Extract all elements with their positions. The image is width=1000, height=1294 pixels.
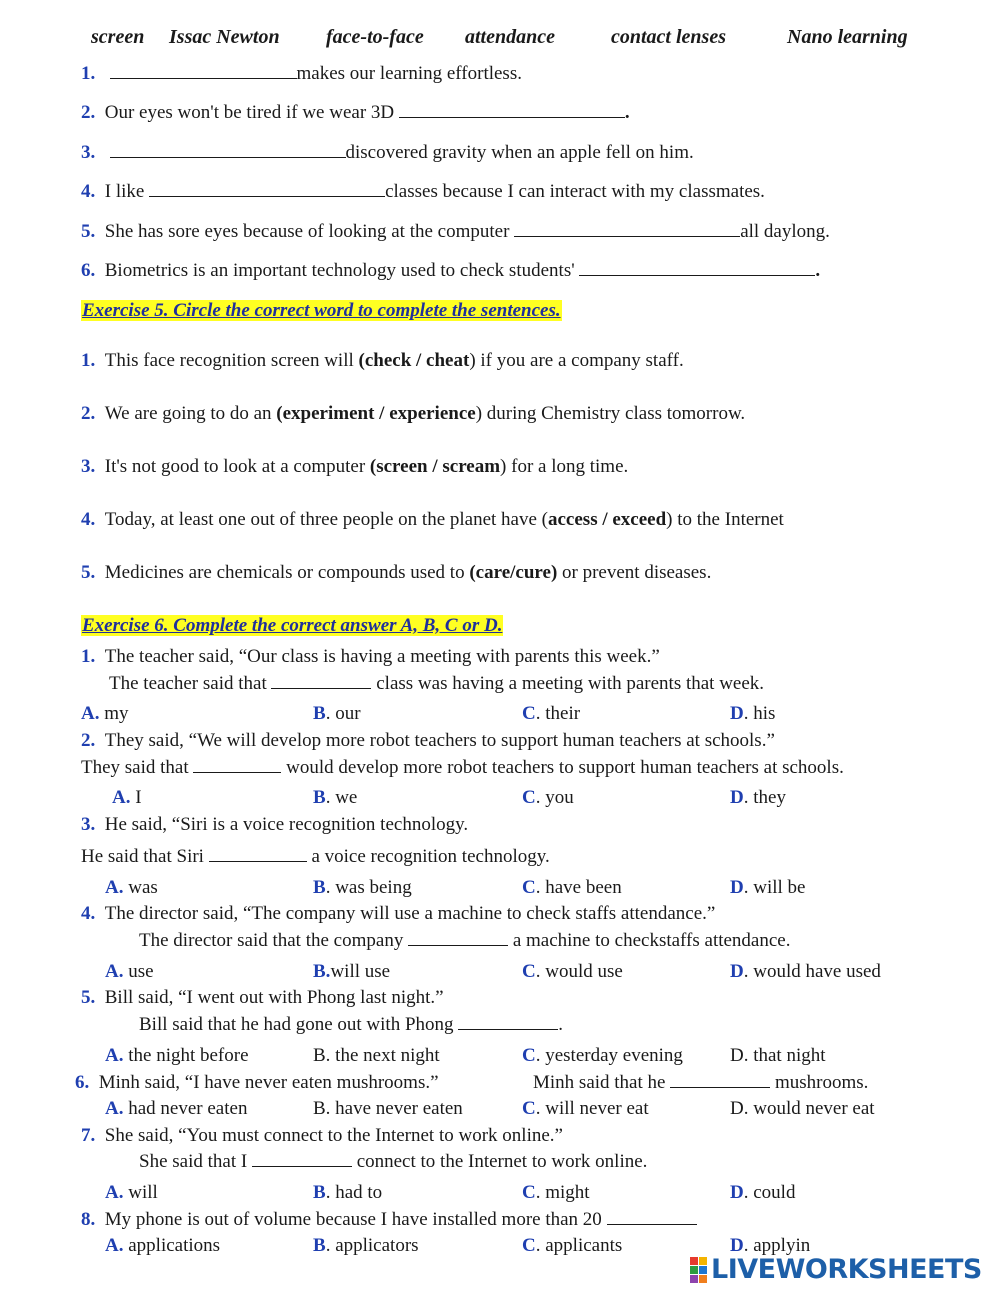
option-letter: A. (105, 877, 124, 898)
option-text: B. have never eaten (313, 1098, 463, 1119)
option-letter: A. (105, 1098, 124, 1119)
word-bank-item[interactable]: attendance (465, 26, 555, 48)
question-number: 1. (81, 646, 96, 667)
question-number: 4. (81, 181, 96, 202)
word-choice[interactable]: access / exceed (548, 509, 667, 530)
ex5-item-3 (81, 455, 628, 479)
question-text: The director said that the company (139, 930, 409, 951)
option-text: . they (743, 787, 786, 808)
ex6-q4-option-b[interactable] (313, 960, 390, 984)
question-text: connect to the Internet to work online. (351, 1151, 648, 1172)
question-number: 6. (75, 1072, 90, 1093)
answer-blank[interactable] (110, 141, 346, 158)
sentence-text: discovered gravity when an apple fell on him. (345, 142, 694, 163)
sentence-text: Today, at least one out of three people on the planet have ( (104, 509, 548, 530)
question-number: 3. (81, 456, 96, 477)
option-letter: D (730, 1182, 744, 1203)
question-text: . (558, 1014, 564, 1035)
option-letter: C (522, 877, 536, 898)
ex6-q5-prompt (81, 986, 444, 1010)
ex6-q7-report (139, 1150, 647, 1174)
answer-blank[interactable] (149, 180, 385, 197)
choice-paren: ( (369, 456, 377, 477)
option-letter: B. (313, 961, 331, 982)
sentence-text: . (815, 260, 821, 281)
option-text: my (99, 703, 129, 724)
sentence-text: We are going to do an (104, 403, 277, 424)
ex6-q6-prompt (75, 1071, 439, 1095)
answer-blank[interactable] (399, 101, 625, 118)
option-text: . had to (325, 1182, 383, 1203)
ex6-q8-option-b[interactable] (313, 1234, 419, 1258)
choice-paren: ) (500, 456, 507, 477)
option-letter: B (313, 877, 326, 898)
logo-block (699, 1275, 707, 1283)
word-bank-item[interactable]: screen (91, 26, 145, 48)
answer-blank[interactable] (110, 62, 297, 79)
option-letter: A. (105, 961, 124, 982)
question-number: 7. (81, 1125, 96, 1146)
option-letter: D (730, 961, 744, 982)
ex6-q4-report (139, 929, 790, 953)
option-text: D. would never eat (730, 1098, 875, 1119)
option-text: B. the next night (313, 1045, 440, 1066)
sentence-text: . (624, 102, 630, 123)
option-text: was (123, 877, 158, 898)
option-text: . applicants (535, 1235, 623, 1256)
option-letter: B (313, 1182, 326, 1203)
option-letter: C (522, 1182, 536, 1203)
word-bank-item[interactable]: face-to-face (326, 26, 424, 48)
logo-block (699, 1257, 707, 1265)
answer-blank[interactable] (607, 1208, 697, 1225)
ex6-q1-option-b[interactable] (313, 702, 361, 726)
ex6-q6-option-d[interactable] (730, 1097, 875, 1121)
ex6-q4-option-d[interactable] (730, 960, 881, 984)
exercise-6-heading: Exercise 6. Complete the correct answer A, B, C or D. (82, 615, 503, 636)
option-letter: C (522, 1045, 536, 1066)
question-text: The director said, “The company will use a machine to check staffs attendance.” (104, 903, 716, 924)
question-number: 2. (81, 730, 96, 751)
answer-blank[interactable] (670, 1071, 770, 1088)
option-text: . our (325, 703, 361, 724)
ex6-q5-option-c[interactable] (522, 1044, 683, 1068)
question-text: They said, “We will develop more robot teachers to support human teachers at schools.” (104, 730, 775, 751)
answer-blank[interactable] (209, 845, 307, 862)
ex6-q3-option-a[interactable] (105, 876, 158, 900)
sentence-text: if you are a company staff. (475, 350, 684, 371)
question-text: He said that Siri (81, 846, 209, 867)
ex6-q4-option-c[interactable] (522, 960, 623, 984)
option-text: . his (743, 703, 776, 724)
ex5-item-2 (81, 402, 745, 426)
option-letter: C (522, 1098, 536, 1119)
choice-paren: ) (475, 403, 483, 424)
ex6-q6-option-b[interactable] (313, 1097, 463, 1121)
sentence-text: Medicines are chemicals or compounds used to (104, 562, 470, 583)
ex6-q2-option-a[interactable] (112, 786, 142, 810)
sentence-text: during Chemistry class tomorrow. (482, 403, 746, 424)
option-letter: C (522, 703, 536, 724)
question-text: Minh said that he (533, 1072, 671, 1093)
ex6-q6-report (533, 1071, 868, 1095)
question-text: would develop more robot teachers to support human teachers at schools. (281, 757, 844, 778)
question-number: 4. (81, 903, 96, 924)
option-text: had never eaten (123, 1098, 248, 1119)
ex5-item-1 (81, 349, 684, 373)
question-number: 6. (81, 260, 96, 281)
question-text: class was having a meeting with parents that week. (371, 673, 765, 694)
option-text: . you (535, 787, 574, 808)
question-text: Minh said, “I have never eaten mushrooms.” (98, 1072, 439, 1093)
option-text: . might (535, 1182, 590, 1203)
ex6-q4-option-a[interactable] (105, 960, 154, 984)
option-letter: C (522, 1235, 536, 1256)
option-letter: D (730, 703, 744, 724)
option-text: will use (330, 961, 391, 982)
exercise-5-heading: Exercise 5. Circle the correct word to complete the sentences. (82, 300, 561, 321)
logo-block (690, 1275, 698, 1283)
question-text: mushrooms. (770, 1072, 869, 1093)
question-number: 5. (81, 562, 96, 583)
answer-blank[interactable] (514, 220, 740, 237)
option-text: . will never eat (535, 1098, 649, 1119)
ex6-q8-option-c[interactable] (522, 1234, 622, 1258)
question-text: They said that (81, 757, 194, 778)
option-letter: A. (105, 1045, 124, 1066)
question-number: 3. (81, 142, 96, 163)
sentence-text: Our eyes won't be tired if we wear 3D (104, 102, 399, 123)
liveworksheets-logo[interactable] (690, 1254, 982, 1285)
option-letter: A. (105, 1182, 124, 1203)
option-text: applications (123, 1235, 221, 1256)
question-text: My phone is out of volume because I have installed more than 20 (104, 1209, 607, 1230)
question-text: She said that I (139, 1151, 252, 1172)
ex4-item-1 (81, 62, 522, 86)
ex6-q3-option-d[interactable] (730, 876, 805, 900)
word-choice[interactable]: care/cure (475, 562, 551, 583)
sentence-text: or prevent diseases. (557, 562, 712, 583)
choice-paren: ( (276, 403, 283, 424)
ex6-q4-prompt (81, 902, 715, 926)
choice-paren: ( (469, 562, 476, 583)
ex6-q3-prompt (81, 813, 468, 837)
option-text: the night before (123, 1045, 249, 1066)
choice-paren: ) (666, 509, 673, 530)
option-letter: C (522, 787, 536, 808)
ex6-q5-option-a[interactable] (105, 1044, 249, 1068)
option-letter: D (730, 787, 744, 808)
logo-block (690, 1257, 698, 1265)
question-text: The teacher said that (109, 673, 272, 694)
question-text: The teacher said, “Our class is having a meeting with parents this week.” (104, 646, 660, 667)
option-text: . would have used (743, 961, 881, 982)
answer-blank[interactable] (252, 1150, 352, 1167)
sentence-text: classes because I can interact with my classmates. (385, 181, 765, 202)
ex6-q2-prompt (81, 729, 775, 753)
word-choice[interactable]: experiment / experience (282, 403, 476, 424)
logo-block (699, 1266, 707, 1274)
sentence-text: all daylong. (740, 221, 830, 242)
ex4-item-6 (81, 259, 820, 283)
question-text: He said, “Siri is a voice recognition technology. (104, 814, 469, 835)
option-letter: B (313, 787, 326, 808)
option-text: use (123, 961, 154, 982)
ex6-q1-option-d[interactable] (730, 702, 775, 726)
ex6-q1-prompt (81, 645, 660, 669)
logo-blocks-icon (690, 1257, 707, 1283)
ex6-q2-option-b[interactable] (313, 786, 357, 810)
logo-text: LIVEWORKSHEETS (711, 1254, 982, 1285)
ex6-q5-option-b[interactable] (313, 1044, 440, 1068)
ex6-q6-option-a[interactable] (105, 1097, 247, 1121)
option-text: . their (535, 703, 581, 724)
option-text: . will be (743, 877, 806, 898)
sentence-text: It's not good to look at a computer (104, 456, 370, 477)
sentence-text: for a long time. (506, 456, 629, 477)
ex6-q5-option-d[interactable] (730, 1044, 826, 1068)
option-letter: D (730, 877, 744, 898)
ex6-q2-option-d[interactable] (730, 786, 786, 810)
answer-blank[interactable] (579, 259, 815, 276)
option-text: . have been (535, 877, 622, 898)
ex6-q7-option-c[interactable] (522, 1181, 590, 1205)
sentence-text: makes our learning effortless. (296, 63, 522, 84)
question-number: 5. (81, 221, 96, 242)
option-letter: A. (81, 703, 100, 724)
ex6-q8-prompt (81, 1208, 697, 1232)
ex6-q1-report (109, 672, 764, 696)
ex6-q1-option-a[interactable] (81, 702, 129, 726)
question-text: a machine to checkstaffs attendance. (508, 930, 791, 951)
ex6-q7-option-a[interactable] (105, 1181, 158, 1205)
question-number: 8. (81, 1209, 96, 1230)
question-number: 4. (81, 509, 96, 530)
option-text: I (130, 787, 142, 808)
word-choice[interactable]: check / cheat (364, 350, 470, 371)
question-number: 1. (81, 350, 96, 371)
answer-blank[interactable] (271, 672, 371, 689)
word-bank-item[interactable]: Nano learning (787, 26, 908, 48)
option-text: . could (743, 1182, 796, 1203)
sentence-text: She has sore eyes because of looking at the computer (104, 221, 515, 242)
choice-paren: ) (550, 562, 558, 583)
question-number: 2. (81, 403, 96, 424)
ex6-q7-prompt (81, 1124, 563, 1148)
option-text: . applyin (743, 1235, 811, 1256)
sentence-text: to the Internet (672, 509, 784, 530)
word-bank-item[interactable]: Issac Newton (169, 26, 280, 48)
question-number: 5. (81, 987, 96, 1008)
logo-block (690, 1266, 698, 1274)
ex6-q7-option-b[interactable] (313, 1181, 382, 1205)
choice-paren: ) (469, 350, 476, 371)
ex4-item-4 (81, 180, 765, 204)
ex6-q5-report (139, 1013, 563, 1037)
question-text: a voice recognition technology. (306, 846, 550, 867)
ex5-item-5 (81, 561, 711, 585)
question-number: 2. (81, 102, 96, 123)
question-text: Bill said that he had gone out with Phong (139, 1014, 459, 1035)
option-letter: C (522, 961, 536, 982)
choice-paren: ( (358, 350, 365, 371)
question-number: 3. (81, 814, 96, 835)
word-bank-item[interactable]: contact lenses (611, 26, 726, 48)
option-text: . would use (535, 961, 623, 982)
option-text: will (123, 1182, 158, 1203)
ex6-q3-option-c[interactable] (522, 876, 622, 900)
word-choice[interactable]: screen / scream (376, 456, 501, 477)
ex6-q8-option-a[interactable] (105, 1234, 220, 1258)
option-text: . yesterday evening (535, 1045, 683, 1066)
question-text: She said, “You must connect to the Internet to work online.” (104, 1125, 563, 1146)
ex6-q1-option-c[interactable] (522, 702, 580, 726)
option-letter: B (313, 703, 326, 724)
ex4-item-2 (81, 101, 630, 125)
ex4-item-5 (81, 220, 830, 244)
option-text: . applicators (325, 1235, 419, 1256)
option-letter: A. (105, 1235, 124, 1256)
answer-blank[interactable] (408, 929, 508, 946)
option-letter: D (730, 1235, 744, 1256)
ex6-q3-report (81, 845, 550, 869)
option-letter: A. (112, 787, 131, 808)
answer-blank[interactable] (193, 756, 281, 773)
question-text: Bill said, “I went out with Phong last night.” (104, 987, 444, 1008)
question-number: 1. (81, 63, 96, 84)
ex6-q3-option-b[interactable] (313, 876, 412, 900)
ex6-q2-option-c[interactable] (522, 786, 574, 810)
ex5-item-4 (81, 508, 784, 532)
sentence-text: This face recognition screen will (104, 350, 359, 371)
ex4-item-3 (81, 141, 694, 165)
option-text: . was being (325, 877, 412, 898)
option-letter: B (313, 1235, 326, 1256)
ex6-q7-option-d[interactable] (730, 1181, 795, 1205)
option-text: D. that night (730, 1045, 826, 1066)
sentence-text: Biometrics is an important technology used to check students' (104, 260, 580, 281)
answer-blank[interactable] (458, 1013, 558, 1030)
ex6-q6-option-c[interactable] (522, 1097, 649, 1121)
option-text: . we (325, 787, 358, 808)
ex6-q2-report (81, 756, 844, 780)
sentence-text: I like (104, 181, 150, 202)
